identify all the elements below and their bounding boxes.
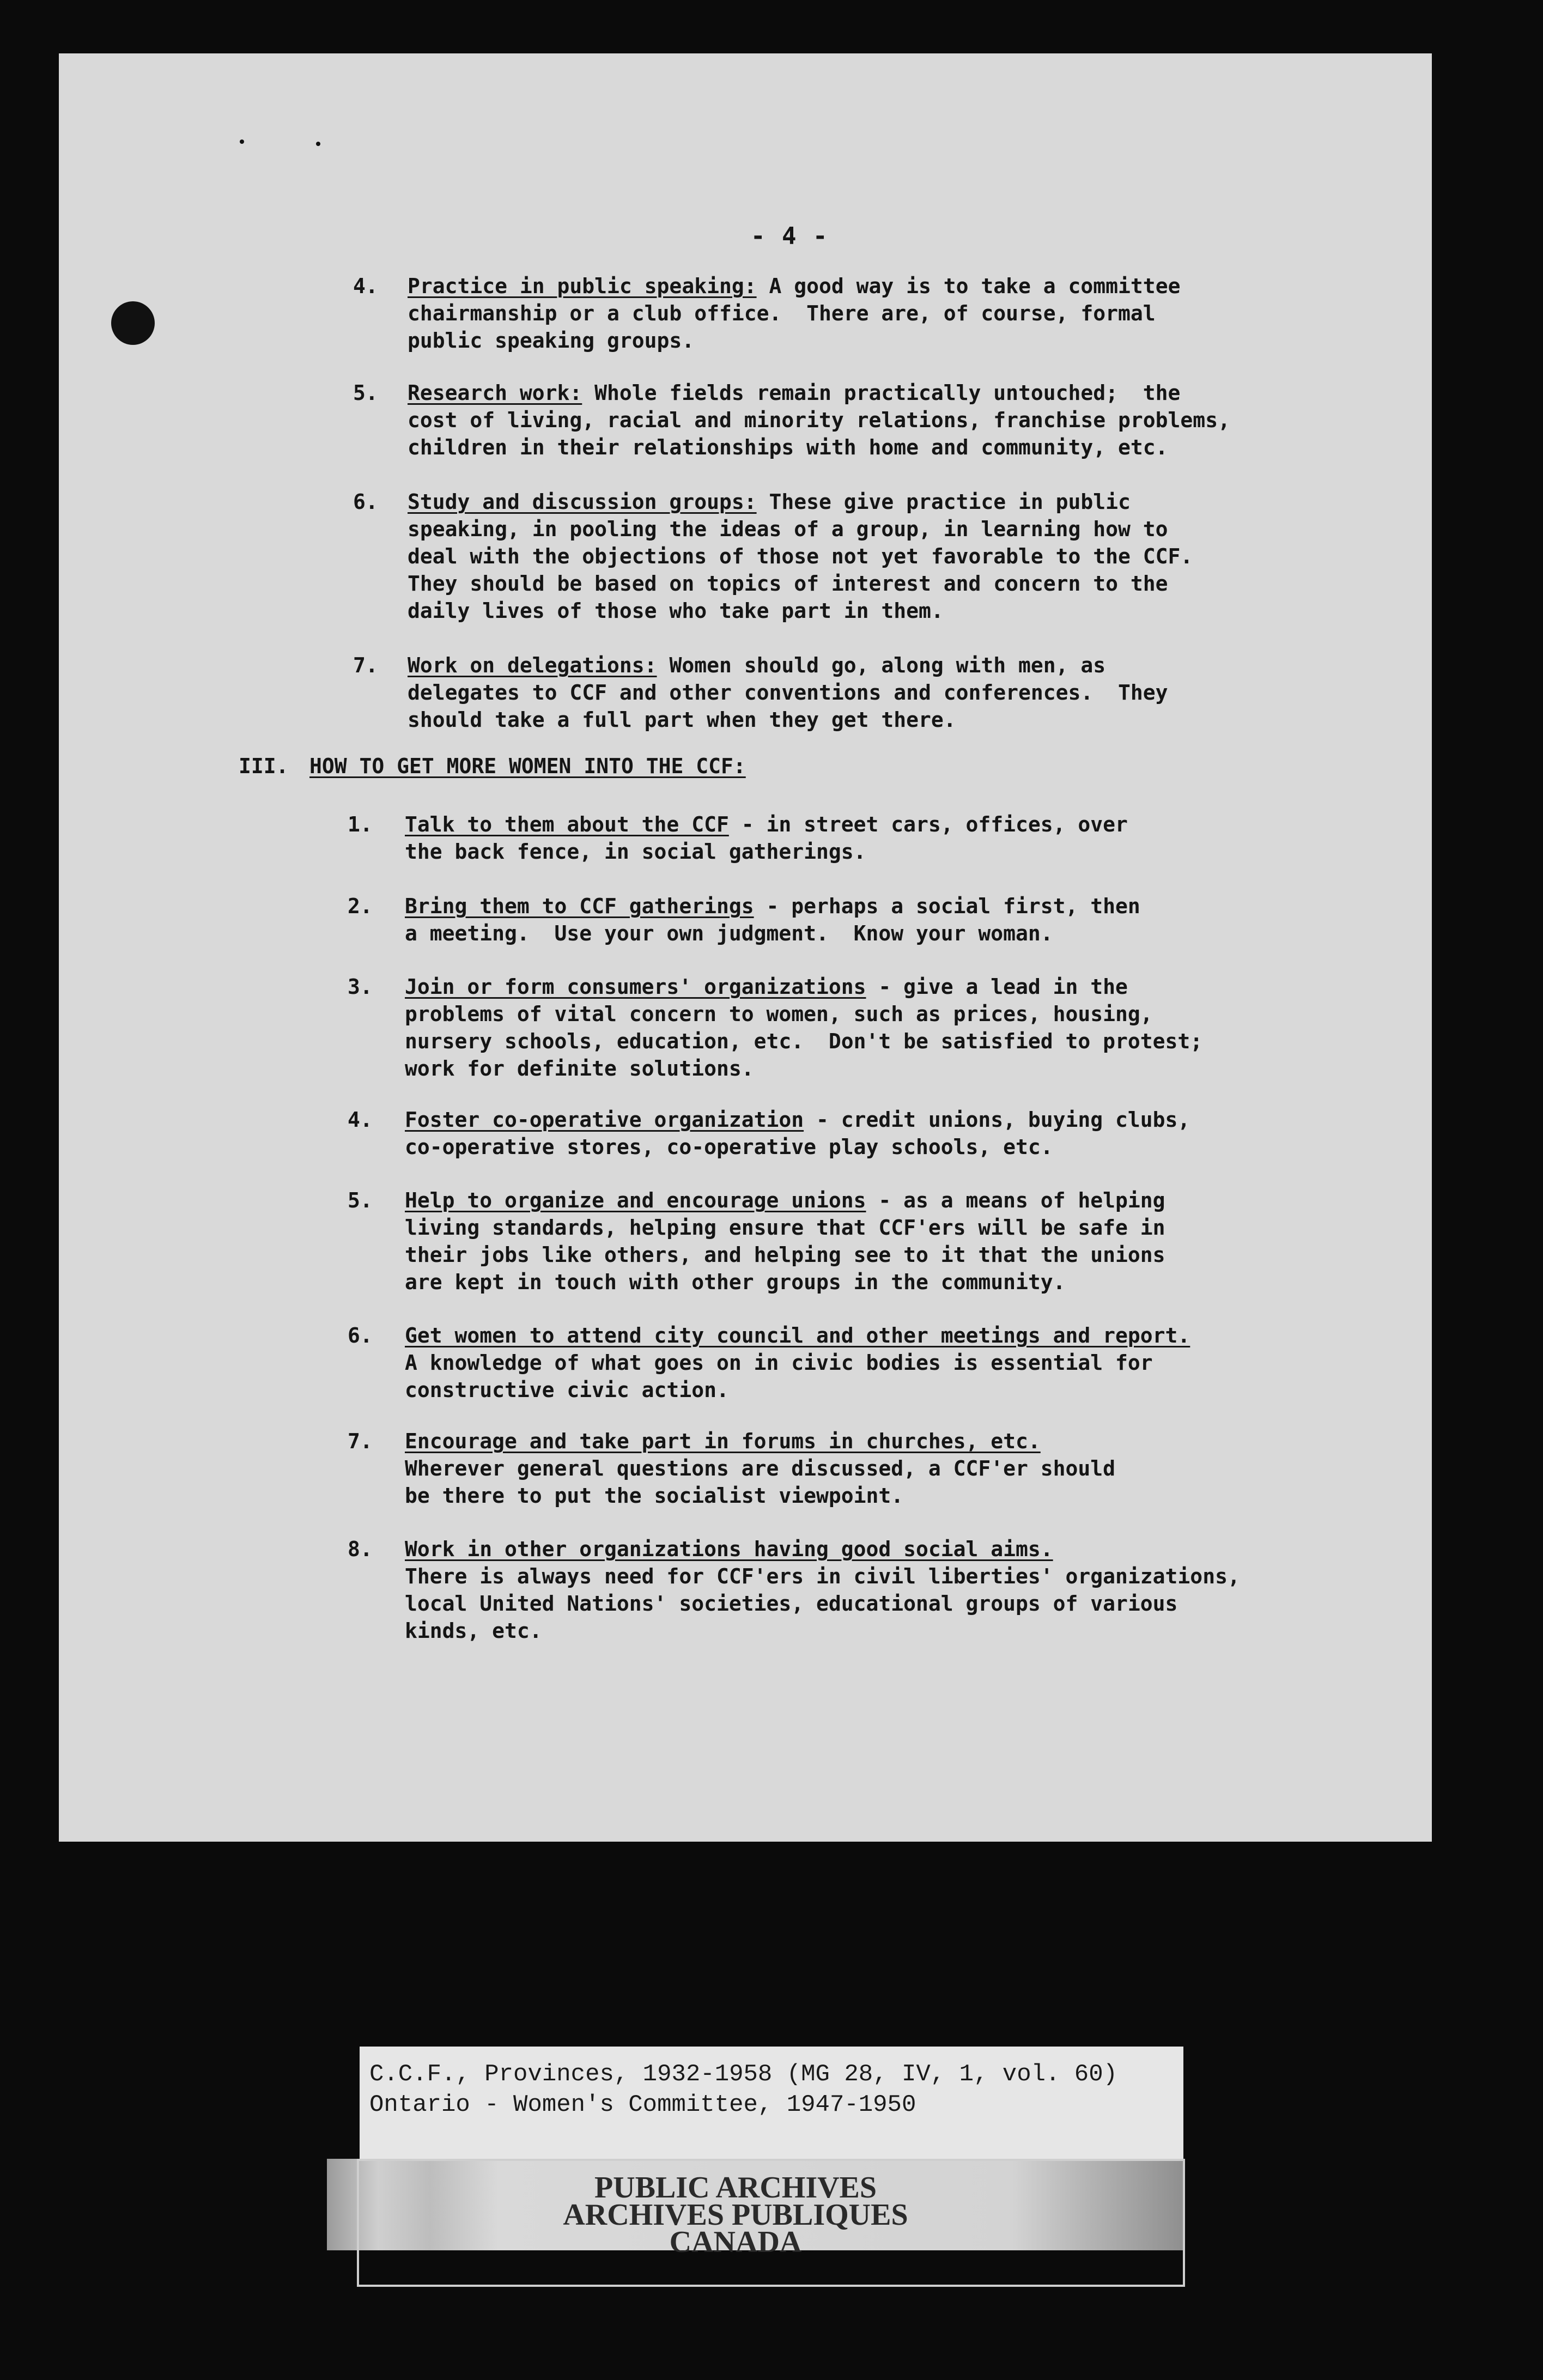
archive-reference-line: Ontario - Women's Committee, 1947-1950 — [369, 2091, 916, 2118]
section-heading: HOW TO GET MORE WOMEN INTO THE CCF: — [309, 754, 746, 778]
list-item-number: 6. — [348, 1323, 373, 1347]
list-item-body: problems of vital concern to women, such as prices, housing, nursery schools, education, etc. Don't be satisfied to protest; work for definite solutions. — [405, 1002, 1203, 1080]
list-item-title: Work on delegations: — [408, 653, 657, 677]
list-item — [405, 973, 1202, 1082]
list-item-number: 5. — [353, 381, 378, 405]
list-item-body: a meeting. Use your own judgment. Know your woman. — [405, 921, 1053, 945]
speck-mark — [316, 142, 320, 146]
list-item-body: co-operative stores, co-operative play schools, etc. — [405, 1135, 1053, 1159]
archive-reference-line: C.C.F., Provinces, 1932-1958 (MG 28, IV, 1, vol. 60) — [369, 2061, 1118, 2088]
archive-reference-label — [360, 2047, 1183, 2159]
list-item-title: Help to organize and encourage unions — [405, 1188, 866, 1212]
document-page — [59, 53, 1432, 1842]
list-item-text: - credit unions, buying clubs, — [804, 1108, 1190, 1132]
list-item-text: - perhaps a social first, then — [754, 894, 1140, 918]
list-item-body: delegates to CCF and other conventions and conferences. They should take a full part when they get there. — [408, 681, 1168, 732]
list-item-text: Women should go, along with men, as — [657, 653, 1106, 677]
list-item-body: There is always need for CCF'ers in civil liberties' organizations, local United Nations' societies, educational groups of various kinds, etc. — [405, 1564, 1240, 1643]
punch-hole — [111, 301, 155, 345]
archive-stamp-line: PUBLIC ARCHIVES — [594, 2171, 877, 2205]
list-item — [405, 1106, 1190, 1161]
archive-stamp-line: ARCHIVES PUBLIQUES — [563, 2198, 908, 2232]
list-item-number: 1. — [348, 812, 373, 836]
list-item-title: Practice in public speaking: — [408, 274, 757, 298]
list-item-title: Talk to them about the CCF — [405, 812, 729, 836]
list-item — [405, 1428, 1115, 1509]
list-item — [405, 892, 1140, 947]
list-item-body: chairmanship or a club office. There are, of course, formal public speaking groups. — [408, 301, 1156, 353]
archive-stamp — [436, 2171, 1035, 2259]
list-item — [405, 1187, 1165, 1296]
list-item — [405, 811, 1128, 865]
list-item-number: 8. — [348, 1537, 373, 1561]
list-item-body: A knowledge of what goes on in civic bodies is essential for constructive civic action. — [405, 1351, 1153, 1402]
list-item — [408, 379, 1230, 461]
list-item — [405, 1322, 1190, 1404]
list-item-number: 6. — [353, 490, 378, 514]
list-item-number: 7. — [353, 653, 378, 677]
list-item-text: - as a means of helping — [866, 1188, 1165, 1212]
list-item-title: Foster co-operative organization — [405, 1108, 804, 1132]
list-item — [408, 488, 1193, 624]
list-item-title: Get women to attend city council and other meetings and report. — [405, 1323, 1190, 1347]
list-item-number: 7. — [348, 1429, 373, 1453]
list-item-text: - in street cars, offices, over — [728, 812, 1128, 836]
list-item-body: speaking, in pooling the ideas of a group, in learning how to deal with the objections of those not yet favorable to the CCF. They should be based on topics of interest and concern to the daily lives of those who take part in them. — [408, 517, 1193, 623]
list-item-number: 4. — [348, 1108, 373, 1132]
list-item-text: A good way is to take a committee — [756, 274, 1181, 298]
list-item-number: 3. — [348, 975, 373, 999]
list-item — [405, 1535, 1240, 1644]
list-item-body: Wherever general questions are discussed, a CCF'er should be there to put the socialist viewpoint. — [405, 1456, 1116, 1508]
list-item-number: 4. — [353, 274, 378, 298]
list-item-body: the back fence, in social gatherings. — [405, 840, 866, 864]
list-item-number: 5. — [348, 1188, 373, 1212]
list-item-title: Encourage and take part in forums in churches, etc. — [405, 1429, 1041, 1453]
section-number: III. — [239, 754, 289, 778]
archive-stamp-line: CANADA — [669, 2225, 802, 2259]
list-item-text: These give practice in public — [756, 490, 1131, 514]
list-item-text: Whole fields remain practically untouched; the — [582, 381, 1181, 405]
list-item-body: living standards, helping ensure that CCF'ers will be safe in their jobs like others, and helping see to it that the unions are kept in touch with other groups in the community. — [405, 1216, 1165, 1294]
list-item-number: 2. — [348, 894, 373, 918]
list-item-title: Join or form consumers' organizations — [405, 975, 866, 999]
list-item-body: cost of living, racial and minority relations, franchise problems, children in their relationships with home and community, etc. — [408, 408, 1230, 459]
list-item-title: Work in other organizations having good social aims. — [405, 1537, 1053, 1561]
speck-mark — [240, 139, 244, 144]
list-item-title: Research work: — [408, 381, 582, 405]
page-number: - 4 - — [751, 222, 829, 250]
list-item-title: Study and discussion groups: — [408, 490, 757, 514]
list-item-text: - give a lead in the — [866, 975, 1128, 999]
list-item — [408, 652, 1168, 733]
list-item-title: Bring them to CCF gatherings — [405, 894, 754, 918]
list-item — [408, 272, 1180, 354]
